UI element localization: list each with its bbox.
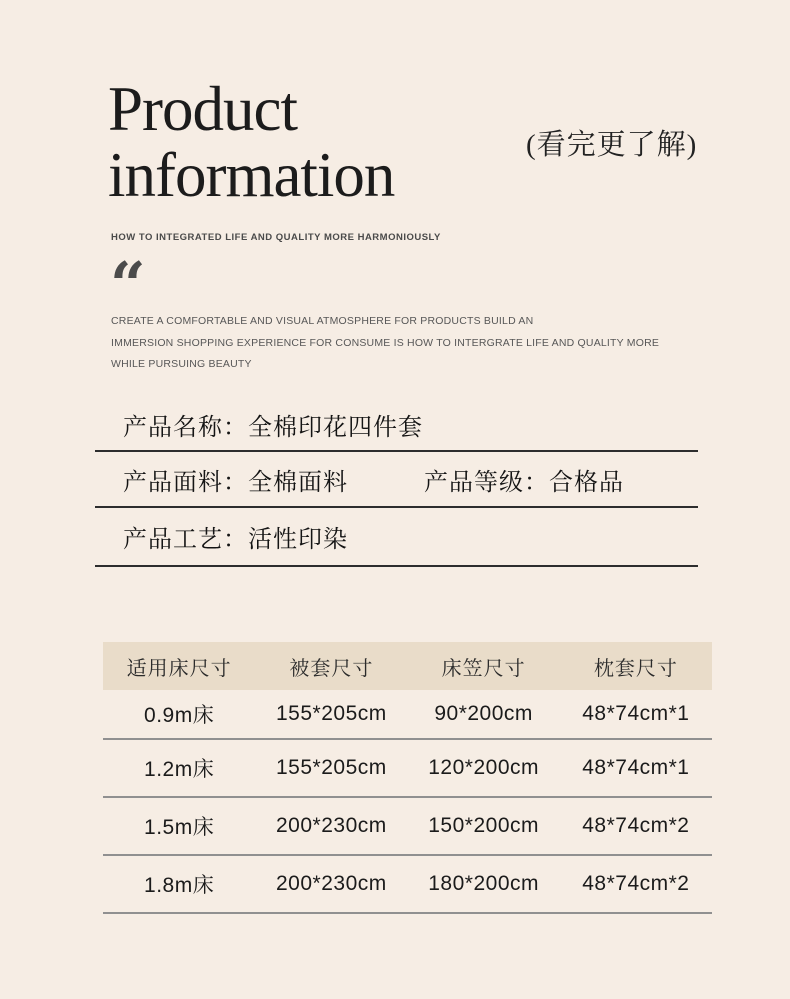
size-cell-duvet: 200*230cm bbox=[276, 814, 387, 837]
size-cell-bed: 1.2m床 bbox=[144, 758, 215, 781]
product-fabric-row bbox=[95, 452, 698, 508]
size-cell-duvet: 155*205cm bbox=[276, 702, 387, 725]
product-name-label: 产品名称： bbox=[123, 413, 248, 441]
size-cell-bed: 1.8m床 bbox=[144, 874, 215, 897]
page-title-line1: Product bbox=[108, 74, 297, 144]
product-craft-label: 产品工艺： bbox=[123, 526, 248, 553]
size-cell-sheet: 90*200cm bbox=[434, 702, 533, 725]
product-info-list bbox=[95, 398, 698, 567]
quote-line: CREATE A COMFORTABLE AND VISUAL ATMOSPHERE FOR PRODUCTS BUILD AN bbox=[111, 315, 534, 327]
quote-mark-icon: “ bbox=[110, 248, 146, 321]
product-craft-value: 活性印染 bbox=[248, 526, 348, 553]
size-header-bed: 适用床尺寸 bbox=[126, 657, 232, 680]
size-row-0-9m bbox=[103, 690, 712, 740]
product-name-row bbox=[95, 398, 698, 452]
product-grade-label: 产品等级： bbox=[424, 468, 549, 496]
size-cell-bed: 1.5m床 bbox=[144, 816, 215, 839]
size-header-sheet: 床笠尺寸 bbox=[441, 657, 526, 680]
product-fabric-value: 全棉面料 bbox=[248, 468, 348, 496]
page-title bbox=[108, 76, 394, 208]
side-note: (看完更了解) bbox=[526, 129, 698, 161]
size-cell-bed: 0.9m床 bbox=[144, 704, 215, 727]
product-grade-value: 合格品 bbox=[549, 468, 624, 496]
product-craft-row bbox=[95, 508, 698, 567]
size-row-1-2m bbox=[103, 740, 712, 798]
tagline: HOW TO INTEGRATED LIFE AND QUALITY MORE HARMONIOUSLY bbox=[111, 232, 441, 243]
size-cell-pillow: 48*74cm*1 bbox=[582, 702, 690, 725]
size-cell-sheet: 150*200cm bbox=[428, 814, 539, 837]
product-name-value: 全棉印花四件套 bbox=[248, 413, 423, 441]
size-header-pillow: 枕套尺寸 bbox=[593, 657, 678, 680]
size-cell-pillow: 48*74cm*1 bbox=[582, 756, 690, 779]
size-header-duvet: 被套尺寸 bbox=[289, 657, 374, 680]
size-chart bbox=[103, 642, 712, 914]
size-cell-sheet: 180*200cm bbox=[428, 872, 539, 895]
size-cell-duvet: 200*230cm bbox=[276, 872, 387, 895]
quote-paragraph bbox=[111, 311, 659, 376]
size-cell-duvet: 155*205cm bbox=[276, 756, 387, 779]
quote-line: IMMERSION SHOPPING EXPERIENCE FOR CONSUME IS HOW TO INTERGRATE LIFE AND QUALITY MORE bbox=[111, 336, 660, 349]
size-cell-pillow: 48*74cm*2 bbox=[582, 814, 690, 837]
product-fabric-label: 产品面料： bbox=[123, 468, 248, 496]
quote-line: WHILE PURSUING BEAUTY bbox=[111, 358, 252, 370]
size-row-1-5m bbox=[103, 798, 712, 856]
size-chart-header bbox=[103, 642, 712, 690]
page-title-line2: information bbox=[108, 140, 395, 210]
size-cell-sheet: 120*200cm bbox=[428, 756, 539, 779]
size-row-1-8m bbox=[103, 856, 712, 914]
size-cell-pillow: 48*74cm*2 bbox=[582, 872, 690, 895]
